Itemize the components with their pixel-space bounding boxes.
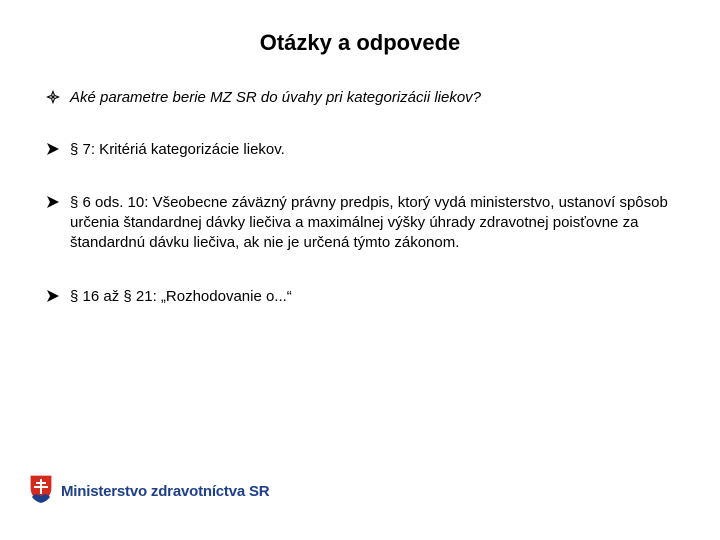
list-item bbox=[46, 140, 686, 160]
answer-text: § 6 ods. 10: Všeobecne záväzný právny predpis, ktorý vydá ministerstvo, ustanoví spôsob určenia štandardnej dávky liečiva a maximálnej výšky úhrady zdravotnej poisťovne za štandardnú dávku liečiva, ak nie je určená týmto zákonom. bbox=[70, 194, 668, 251]
slide-title: Otázky a odpovede bbox=[259, 30, 461, 55]
answer-text: § 7: Kritériá kategorizácie liekov. bbox=[70, 141, 285, 158]
list-item bbox=[46, 193, 686, 253]
arrow-bullet-icon bbox=[46, 140, 70, 156]
slovak-coat-of-arms-icon bbox=[29, 474, 53, 509]
answer-text: § 16 až § 21: „Rozhodovanie o...“ bbox=[70, 288, 292, 305]
question-text: Aké parametre berie MZ SR do úvahy pri kategorizácii liekov? bbox=[70, 89, 482, 106]
list-item bbox=[46, 287, 686, 307]
question-item bbox=[46, 88, 686, 108]
diamond-bullet-icon bbox=[46, 88, 70, 104]
ministry-name: Ministerstvo zdravotníctva SR bbox=[61, 483, 270, 500]
arrow-bullet-icon bbox=[46, 287, 70, 303]
ministry-logo bbox=[29, 474, 269, 509]
arrow-bullet-icon bbox=[46, 193, 70, 209]
